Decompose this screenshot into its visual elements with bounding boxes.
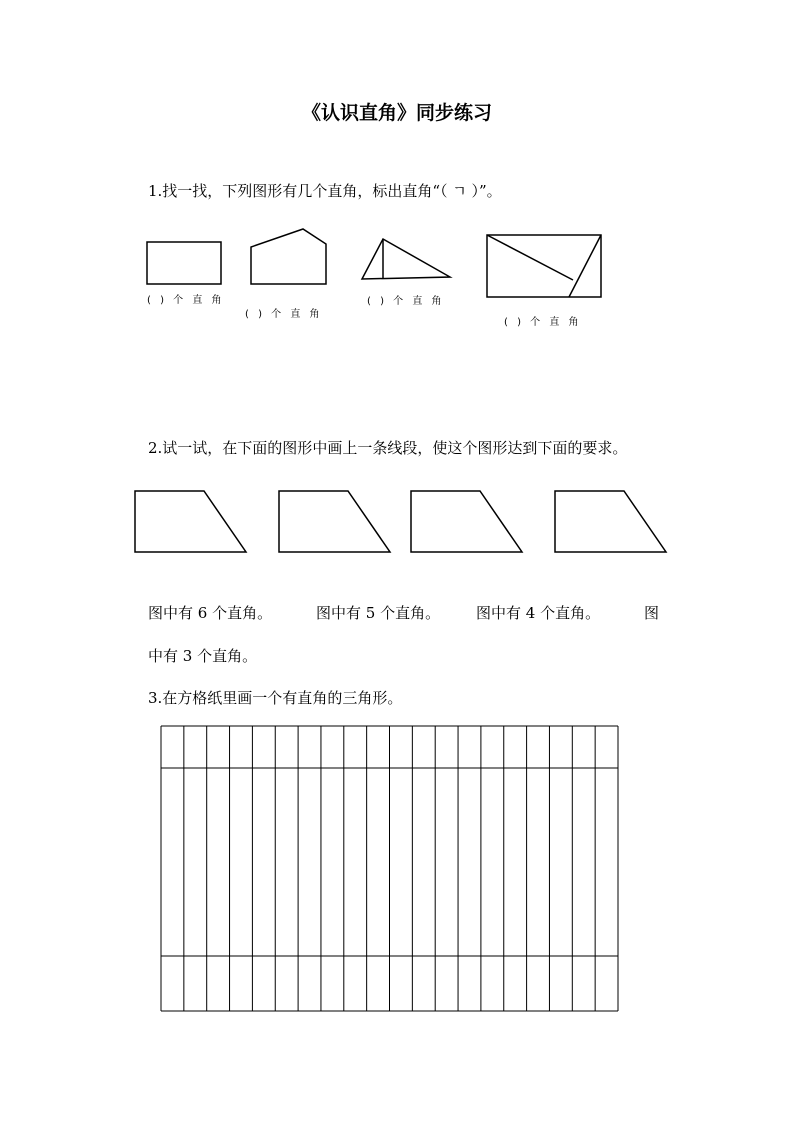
q2-requirement-4-start: 图 [644,604,660,622]
q1-label-3: ( ) 个 直 角 [367,296,445,307]
question-3-prompt: 3.在方格纸里画一个有直角的三角形。 [148,689,403,707]
q1-label-2: ( ) 个 直 角 [245,309,323,320]
q2-requirement-1: 图中有 6 个直角。 [148,604,273,622]
q1-label-1: ( ) 个 直 角 [147,295,225,306]
q1-label-4: ( ) 个 直 角 [504,317,582,328]
q2-requirement-2: 图中有 5 个直角。 [316,604,441,622]
question-2-prompt: 2.试一试，在下面的图形中画上一条线段，使这个图形达到下面的要求。 [148,439,628,457]
question-1-prompt: 1.找一找，下列图形有几个直角，标出直角“（ ㄱ ）”。 [148,182,502,200]
q2-requirement-4-end: 中有 3 个直角。 [148,647,258,665]
q2-requirement-3: 图中有 4 个直角。 [476,604,601,622]
page-title: 《认识直角》同步练习 [301,102,492,124]
